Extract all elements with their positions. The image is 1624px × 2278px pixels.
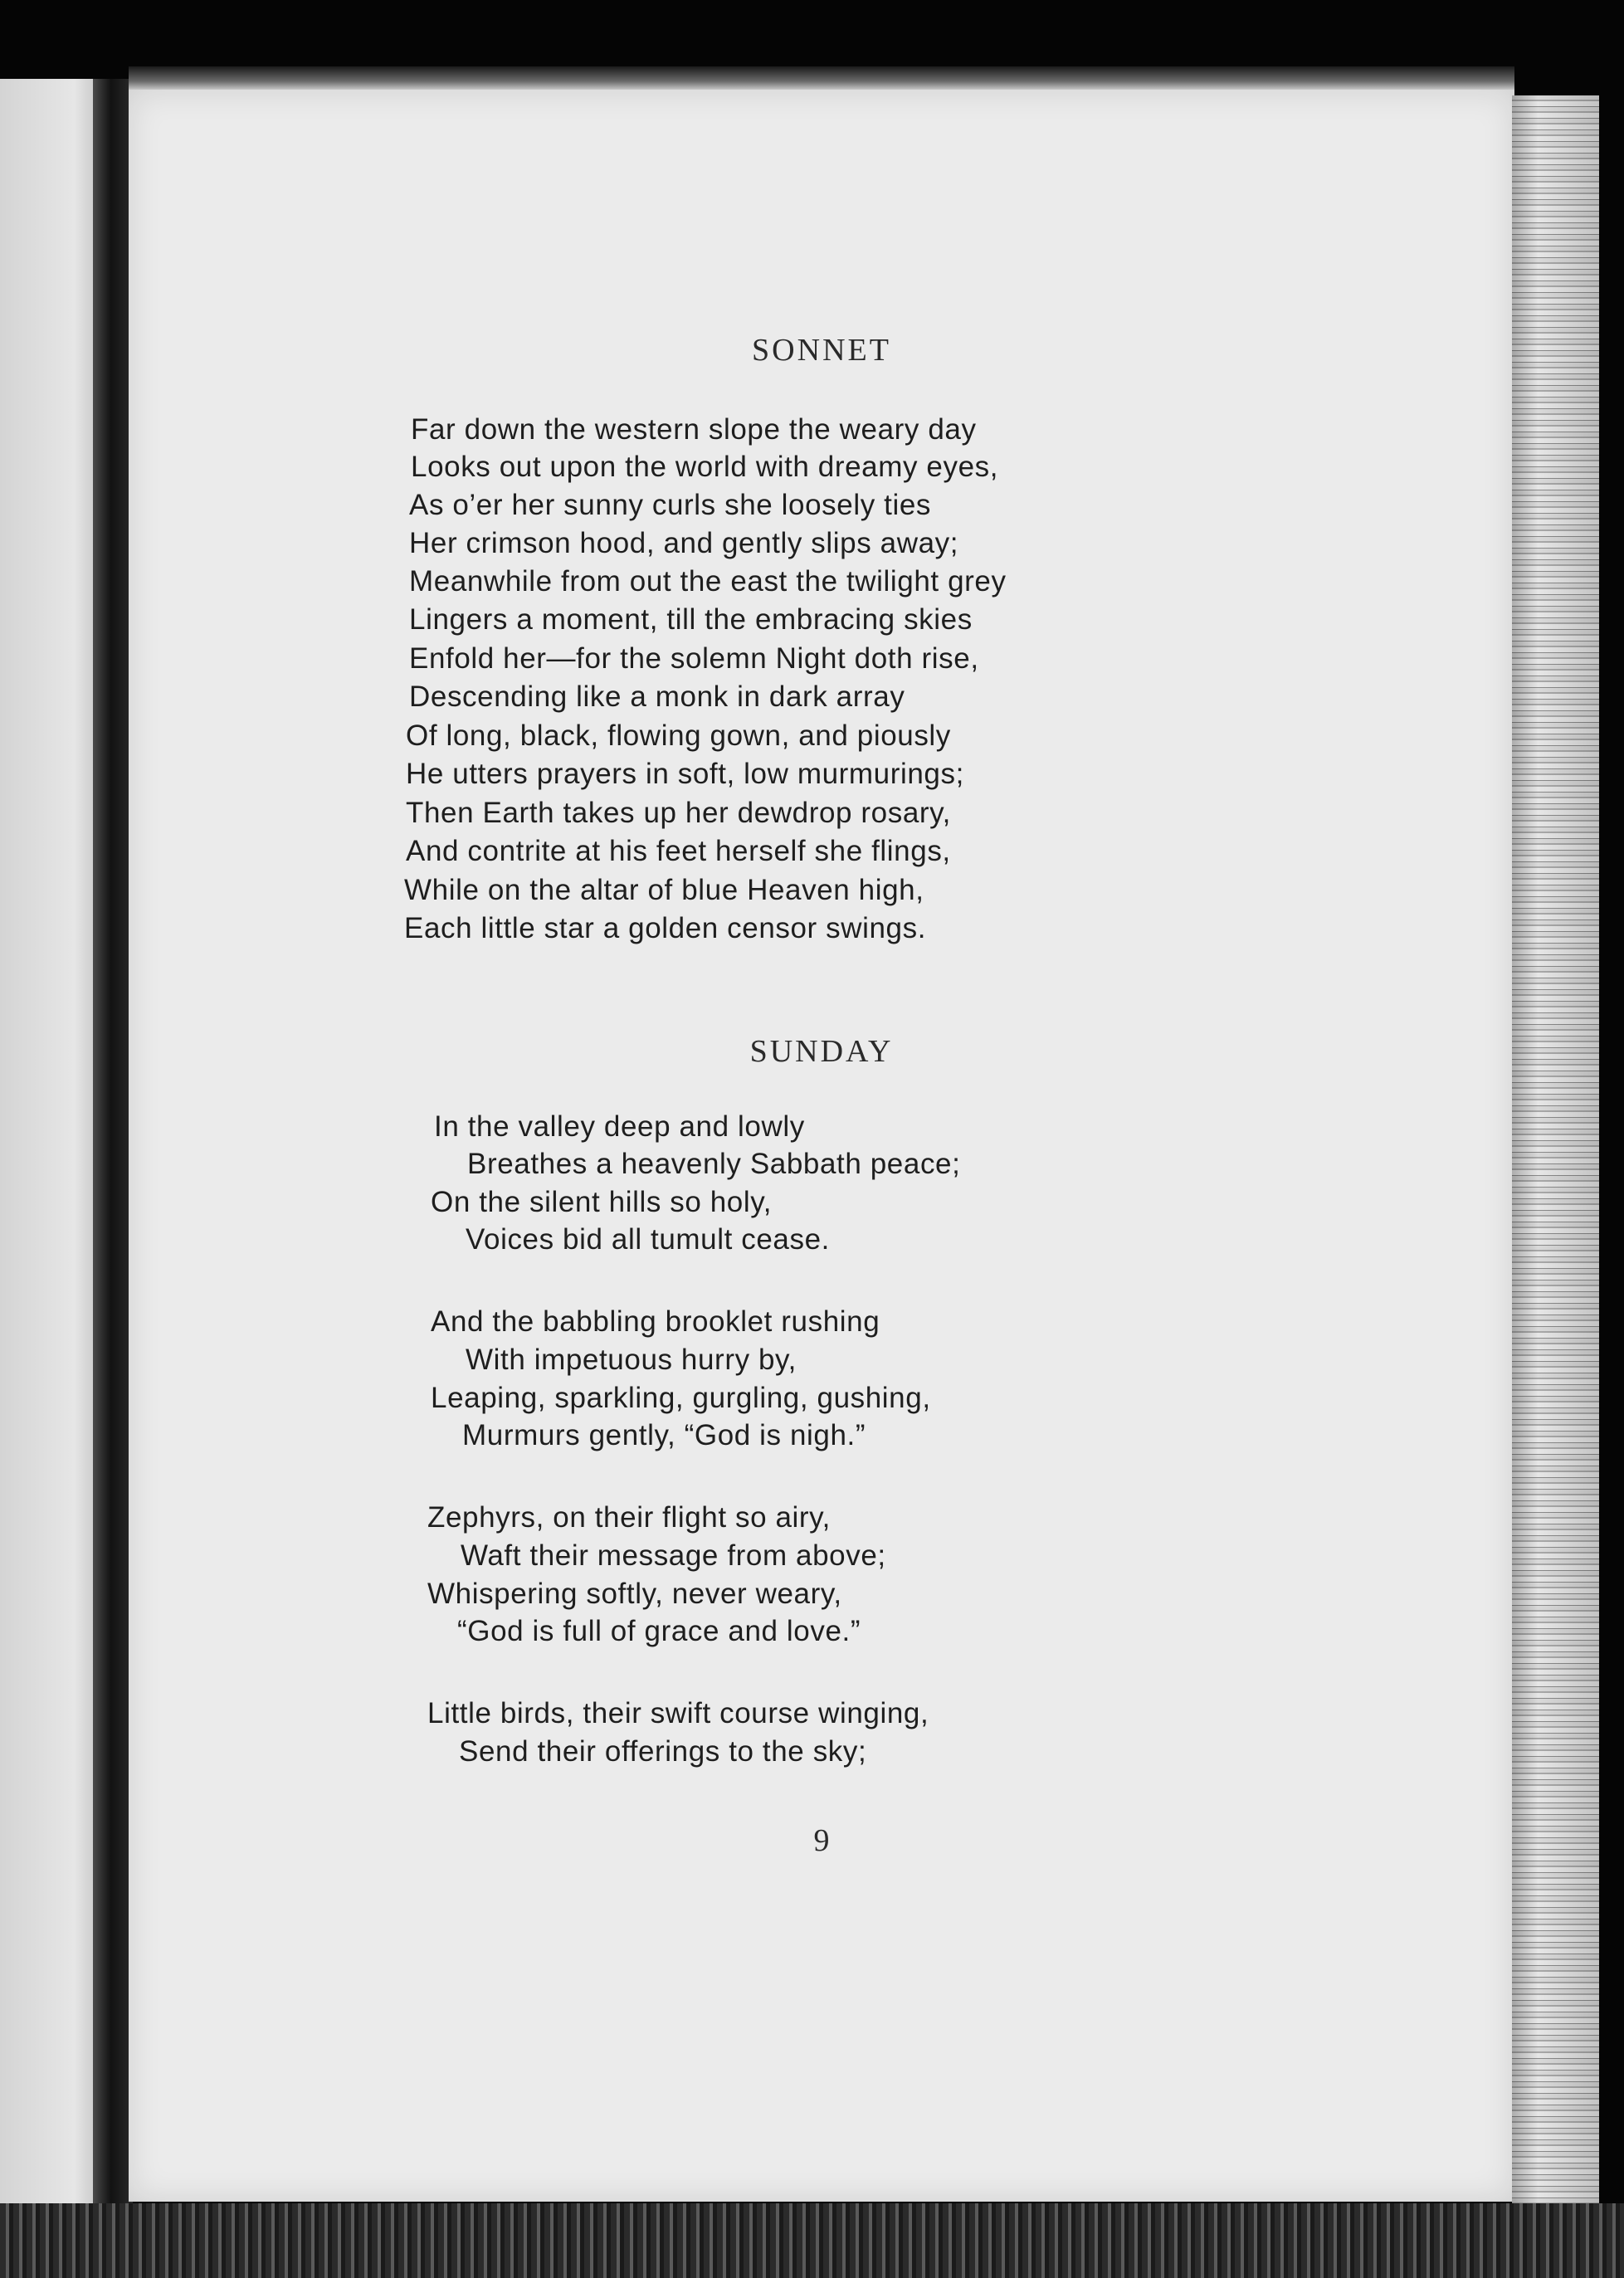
sonnet-line: Her crimson hood, and gently slips away; <box>409 527 959 559</box>
sonnet-line: And contrite at his feet herself she flings, <box>406 835 951 867</box>
page-bottom-edge <box>0 2203 1624 2278</box>
sonnet-line: Meanwhile from out the east the twilight grey <box>409 565 1007 598</box>
sunday-line: Murmurs gently, “God is nigh.” <box>462 1419 866 1451</box>
sonnet-line: Descending like a monk in dark array <box>409 680 905 713</box>
sunday-line: Send their offerings to the sky; <box>459 1735 867 1768</box>
sonnet-line: Enfold her—for the solemn Night doth rise, <box>409 642 979 675</box>
sunday-line: Whispering softly, never weary, <box>427 1578 842 1610</box>
sonnet-line: While on the altar of blue Heaven high, <box>404 874 924 906</box>
sonnet-line: Then Earth takes up her dewdrop rosary, <box>406 797 951 829</box>
sonnet-line: Far down the western slope the weary day <box>411 413 977 446</box>
sonnet-line: He utters prayers in soft, low murmurings; <box>406 758 964 790</box>
sunday-line: Voices bid all tumult cease. <box>466 1223 830 1256</box>
sonnet-line: As o’er her sunny curls she loosely ties <box>409 489 931 521</box>
sonnet-title: SONNET <box>752 333 891 368</box>
sonnet-line: Each little star a golden censor swings. <box>404 912 927 944</box>
sunday-line: And the babbling brooklet rushing <box>431 1305 880 1338</box>
page-top-shadow <box>129 66 1514 91</box>
page-fore-edge-shade <box>1512 95 1599 2203</box>
sunday-line: Leaping, sparkling, gurgling, gushing, <box>431 1382 931 1414</box>
sunday-line: Waft their message from above; <box>461 1539 886 1572</box>
book-gutter <box>93 79 133 2212</box>
sunday-line: Breathes a heavenly Sabbath peace; <box>467 1148 961 1180</box>
sonnet-line: Of long, black, flowing gown, and piously <box>406 719 951 752</box>
sunday-title: SUNDAY <box>749 1034 894 1069</box>
sunday-line: With impetuous hurry by, <box>466 1344 797 1376</box>
book-page <box>129 90 1514 2202</box>
sunday-line: In the valley deep and lowly <box>434 1110 805 1143</box>
sunday-line: Zephyrs, on their flight so airy, <box>427 1501 832 1534</box>
sunday-line: “God is full of grace and love.” <box>457 1615 861 1647</box>
sonnet-line: Lingers a moment, till the embracing skies <box>409 603 973 636</box>
sunday-line: Little birds, their swift course winging, <box>427 1697 929 1729</box>
sonnet-line: Looks out upon the world with dreamy eyes, <box>411 451 999 483</box>
sunday-line: On the silent hills so holy, <box>431 1186 773 1218</box>
page-number: 9 <box>813 1823 830 1858</box>
facing-page-edge <box>0 79 106 2212</box>
